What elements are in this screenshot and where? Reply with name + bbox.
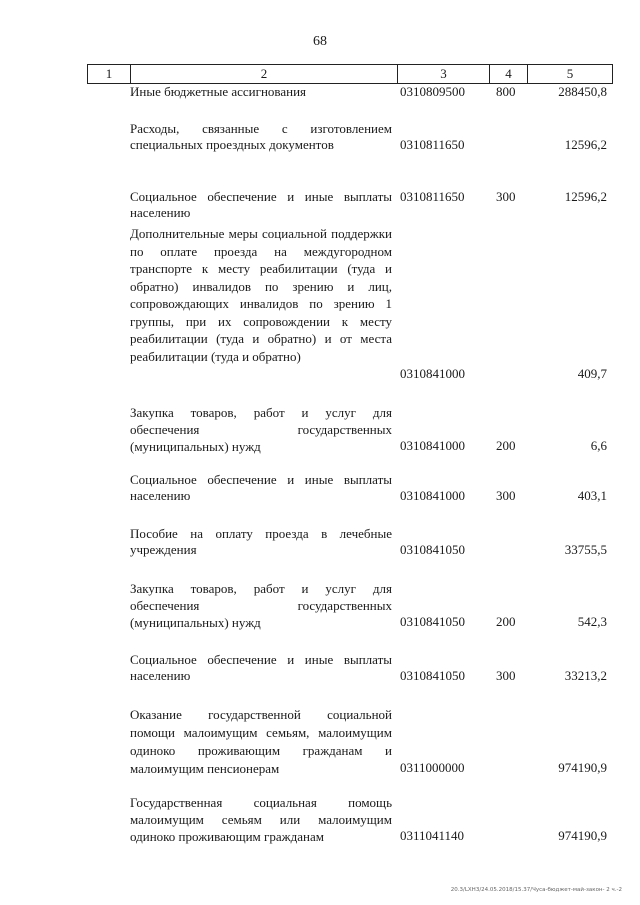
row-expense-type: 300 (496, 668, 516, 683)
row-amount: 974190,9 (558, 760, 607, 775)
row-expense-type: 300 (496, 488, 516, 503)
row-amount: 33755,5 (564, 542, 607, 557)
row-code: 0310841000 (400, 366, 465, 381)
column-header-5: 5 (566, 66, 574, 81)
row-amount: 542,3 (577, 614, 607, 629)
row-code: 0310841000 (400, 438, 465, 453)
row-amount: 288450,8 (558, 84, 607, 99)
column-header-4: 4 (490, 65, 528, 83)
column-header-2: 2 (131, 65, 398, 83)
row-description: Закупка товаров, работ и услуг для обеспечения государственных (муниципальных) нужд (130, 581, 392, 630)
row-amount: 403,1 (577, 488, 607, 503)
row-description: Закупка товаров, работ и услуг для обеспечения государственных (муниципальных) нужд (130, 405, 392, 454)
footer-note: 20.3/LXH3/24.05.2018/15.37/Чуса-бюджет-май-закон- 2 ч.-2 (450, 887, 622, 893)
row-amount: 6,6 (590, 438, 607, 453)
row-description: Социальное обеспечение и иные выплаты населению (130, 652, 392, 683)
row-description: Расходы, связанные с изготовлением специальных проездных документов (130, 121, 392, 152)
table-header (87, 64, 613, 84)
row-code: 0310841000 (400, 488, 465, 503)
row-expense-type: 200 (496, 438, 516, 453)
row-description: Пособие на оплату проезда в лечебные учреждения (130, 526, 392, 557)
page-number: 68 (313, 34, 327, 49)
row-code: 0311041140 (400, 828, 465, 843)
row-description: Государственная социальная помощь малоимущим семьям или малоимущим одиноко проживающим гражданам (130, 795, 392, 844)
row-code: 0310811650 (400, 189, 465, 204)
row-code: 0310811650 (400, 137, 465, 152)
column-header-3: 3 (398, 65, 490, 83)
row-amount: 12596,2 (564, 137, 607, 152)
row-expense-type: 300 (496, 189, 516, 204)
row-code: 0310841050 (400, 542, 465, 557)
row-expense-type: 200 (496, 614, 516, 629)
row-description: Социальное обеспечение и иные выплаты населению (130, 472, 392, 503)
row-amount: 12596,2 (564, 189, 607, 204)
row-code: 0310841050 (400, 614, 465, 629)
column-header-1: 1 (88, 65, 131, 83)
row-amount: 974190,9 (558, 828, 607, 843)
row-description: Оказание государственной социальной помощи малоимущим семьям, малоимущим одиноко проживающим гражданам и малоимущим пенсионерам (130, 707, 392, 776)
row-amount: 409,7 (577, 366, 607, 381)
row-code: 0311000000 (400, 760, 465, 775)
row-amount: 33213,2 (564, 668, 607, 683)
row-description: Дополнительные меры социальной поддержки по оплате проезда на междугородном транспорте к месту реабилитации (туда и обратно) инвалидов по зрению и лиц, сопровождающих инвалидов по зрению 1 группы, при их сопровождении к месту реабилитации (туда и обратно) и от места реабилитации (туда и обратно) (130, 226, 392, 364)
row-code: 0310809500 (400, 84, 465, 99)
row-description: Социальное обеспечение и иные выплаты населению (130, 189, 392, 220)
row-code: 0310841050 (400, 668, 465, 683)
row-expense-type: 800 (496, 84, 516, 99)
row-description: Иные бюджетные ассигнования (130, 84, 307, 99)
